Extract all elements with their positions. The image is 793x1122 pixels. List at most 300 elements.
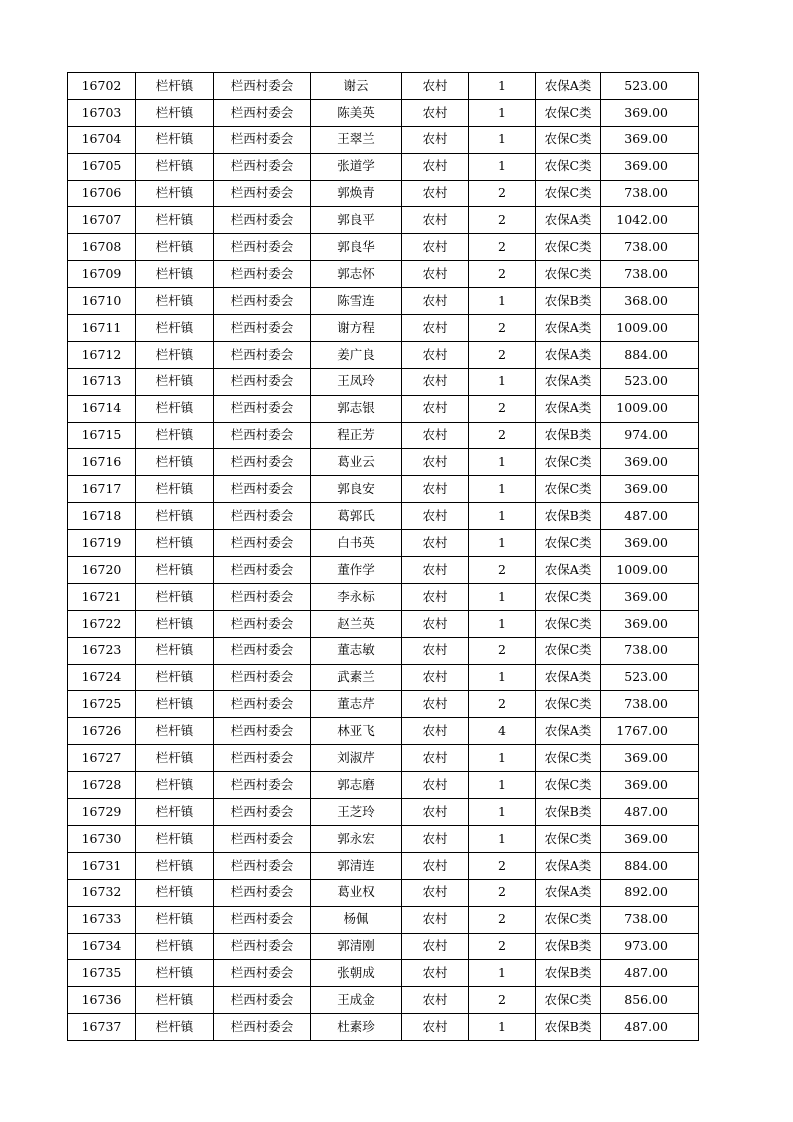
- town-cell: 栏杆镇: [136, 610, 214, 637]
- table-row: [68, 422, 699, 449]
- village-committee-cell: 栏西村委会: [214, 799, 311, 826]
- village-committee-cell: 栏西村委会: [214, 341, 311, 368]
- name-cell: 刘淑芹: [311, 745, 402, 772]
- amount-cell: 973.00: [601, 933, 699, 960]
- record-id-cell: 16706: [68, 180, 136, 207]
- insurance-category-cell: 农保C类: [536, 772, 601, 799]
- record-id-cell: 16711: [68, 315, 136, 342]
- record-id-cell: 16732: [68, 879, 136, 906]
- name-cell: 武素兰: [311, 664, 402, 691]
- village-committee-cell: 栏西村委会: [214, 503, 311, 530]
- town-cell: 栏杆镇: [136, 341, 214, 368]
- village-committee-cell: 栏西村委会: [214, 718, 311, 745]
- table-row: [68, 960, 699, 987]
- village-committee-cell: 栏西村委会: [214, 422, 311, 449]
- insurance-category-cell: 农保C类: [536, 99, 601, 126]
- record-id-cell: 16736: [68, 987, 136, 1014]
- name-cell: 葛业权: [311, 879, 402, 906]
- household-count-cell: 1: [469, 799, 536, 826]
- town-cell: 栏杆镇: [136, 234, 214, 261]
- town-cell: 栏杆镇: [136, 395, 214, 422]
- household-count-cell: 2: [469, 637, 536, 664]
- amount-cell: 487.00: [601, 503, 699, 530]
- record-id-cell: 16724: [68, 664, 136, 691]
- area-type-cell: 农村: [402, 610, 469, 637]
- amount-cell: 368.00: [601, 288, 699, 315]
- household-count-cell: 1: [469, 664, 536, 691]
- town-cell: 栏杆镇: [136, 987, 214, 1014]
- table-row: [68, 261, 699, 288]
- town-cell: 栏杆镇: [136, 799, 214, 826]
- name-cell: 姜广良: [311, 341, 402, 368]
- area-type-cell: 农村: [402, 395, 469, 422]
- table-row: [68, 772, 699, 799]
- record-id-cell: 16702: [68, 73, 136, 100]
- area-type-cell: 农村: [402, 180, 469, 207]
- household-count-cell: 2: [469, 261, 536, 288]
- name-cell: 林亚飞: [311, 718, 402, 745]
- town-cell: 栏杆镇: [136, 745, 214, 772]
- amount-cell: 369.00: [601, 530, 699, 557]
- table-row: [68, 933, 699, 960]
- town-cell: 栏杆镇: [136, 503, 214, 530]
- name-cell: 杜素珍: [311, 1014, 402, 1041]
- insurance-category-cell: 农保C类: [536, 637, 601, 664]
- insurance-category-cell: 农保C类: [536, 906, 601, 933]
- town-cell: 栏杆镇: [136, 960, 214, 987]
- name-cell: 赵兰英: [311, 610, 402, 637]
- town-cell: 栏杆镇: [136, 825, 214, 852]
- area-type-cell: 农村: [402, 960, 469, 987]
- household-count-cell: 1: [469, 772, 536, 799]
- area-type-cell: 农村: [402, 664, 469, 691]
- amount-cell: 369.00: [601, 449, 699, 476]
- table-row: [68, 825, 699, 852]
- amount-cell: 523.00: [601, 73, 699, 100]
- town-cell: 栏杆镇: [136, 906, 214, 933]
- record-id-cell: 16731: [68, 852, 136, 879]
- village-committee-cell: 栏西村委会: [214, 610, 311, 637]
- town-cell: 栏杆镇: [136, 99, 214, 126]
- village-committee-cell: 栏西村委会: [214, 153, 311, 180]
- village-committee-cell: 栏西村委会: [214, 772, 311, 799]
- town-cell: 栏杆镇: [136, 368, 214, 395]
- name-cell: 王成金: [311, 987, 402, 1014]
- record-id-cell: 16710: [68, 288, 136, 315]
- village-committee-cell: 栏西村委会: [214, 960, 311, 987]
- record-id-cell: 16720: [68, 557, 136, 584]
- insurance-category-cell: 农保A类: [536, 718, 601, 745]
- village-committee-cell: 栏西村委会: [214, 691, 311, 718]
- village-committee-cell: 栏西村委会: [214, 368, 311, 395]
- amount-cell: 369.00: [601, 583, 699, 610]
- village-committee-cell: 栏西村委会: [214, 933, 311, 960]
- village-committee-cell: 栏西村委会: [214, 234, 311, 261]
- name-cell: 杨佩: [311, 906, 402, 933]
- household-count-cell: 1: [469, 476, 536, 503]
- table-row: [68, 852, 699, 879]
- household-count-cell: 2: [469, 207, 536, 234]
- household-count-cell: 2: [469, 987, 536, 1014]
- table-row: [68, 126, 699, 153]
- record-id-cell: 16723: [68, 637, 136, 664]
- household-count-cell: 2: [469, 315, 536, 342]
- name-cell: 张道学: [311, 153, 402, 180]
- household-count-cell: 2: [469, 395, 536, 422]
- town-cell: 栏杆镇: [136, 180, 214, 207]
- village-committee-cell: 栏西村委会: [214, 530, 311, 557]
- village-committee-cell: 栏西村委会: [214, 207, 311, 234]
- insurance-category-cell: 农保B类: [536, 799, 601, 826]
- insurance-category-cell: 农保C类: [536, 126, 601, 153]
- area-type-cell: 农村: [402, 799, 469, 826]
- area-type-cell: 农村: [402, 341, 469, 368]
- name-cell: 董志敏: [311, 637, 402, 664]
- amount-cell: 369.00: [601, 126, 699, 153]
- town-cell: 栏杆镇: [136, 449, 214, 476]
- area-type-cell: 农村: [402, 503, 469, 530]
- name-cell: 陈美英: [311, 99, 402, 126]
- name-cell: 王翠兰: [311, 126, 402, 153]
- village-committee-cell: 栏西村委会: [214, 906, 311, 933]
- area-type-cell: 农村: [402, 825, 469, 852]
- record-id-cell: 16705: [68, 153, 136, 180]
- household-count-cell: 1: [469, 825, 536, 852]
- name-cell: 程正芳: [311, 422, 402, 449]
- area-type-cell: 农村: [402, 476, 469, 503]
- town-cell: 栏杆镇: [136, 664, 214, 691]
- name-cell: 郭清连: [311, 852, 402, 879]
- area-type-cell: 农村: [402, 422, 469, 449]
- record-id-cell: 16734: [68, 933, 136, 960]
- records-table: [67, 72, 699, 1041]
- amount-cell: 1009.00: [601, 557, 699, 584]
- name-cell: 白书英: [311, 530, 402, 557]
- amount-cell: 369.00: [601, 772, 699, 799]
- amount-cell: 487.00: [601, 960, 699, 987]
- amount-cell: 523.00: [601, 368, 699, 395]
- name-cell: 李永标: [311, 583, 402, 610]
- insurance-category-cell: 农保A类: [536, 664, 601, 691]
- household-count-cell: 1: [469, 610, 536, 637]
- area-type-cell: 农村: [402, 449, 469, 476]
- area-type-cell: 农村: [402, 637, 469, 664]
- record-id-cell: 16704: [68, 126, 136, 153]
- area-type-cell: 农村: [402, 852, 469, 879]
- town-cell: 栏杆镇: [136, 261, 214, 288]
- insurance-category-cell: 农保C类: [536, 825, 601, 852]
- village-committee-cell: 栏西村委会: [214, 126, 311, 153]
- name-cell: 郭志银: [311, 395, 402, 422]
- amount-cell: 856.00: [601, 987, 699, 1014]
- amount-cell: 1042.00: [601, 207, 699, 234]
- household-count-cell: 2: [469, 341, 536, 368]
- village-committee-cell: 栏西村委会: [214, 395, 311, 422]
- record-id-cell: 16707: [68, 207, 136, 234]
- household-count-cell: 2: [469, 852, 536, 879]
- records-table-body: [68, 73, 699, 1041]
- name-cell: 陈雪连: [311, 288, 402, 315]
- household-count-cell: 1: [469, 583, 536, 610]
- table-row: [68, 879, 699, 906]
- household-count-cell: 2: [469, 234, 536, 261]
- village-committee-cell: 栏西村委会: [214, 637, 311, 664]
- table-row: [68, 745, 699, 772]
- town-cell: 栏杆镇: [136, 73, 214, 100]
- household-count-cell: 1: [469, 368, 536, 395]
- town-cell: 栏杆镇: [136, 530, 214, 557]
- area-type-cell: 农村: [402, 315, 469, 342]
- town-cell: 栏杆镇: [136, 852, 214, 879]
- area-type-cell: 农村: [402, 718, 469, 745]
- household-count-cell: 1: [469, 153, 536, 180]
- amount-cell: 487.00: [601, 1014, 699, 1041]
- area-type-cell: 农村: [402, 691, 469, 718]
- name-cell: 谢云: [311, 73, 402, 100]
- insurance-category-cell: 农保C类: [536, 153, 601, 180]
- household-count-cell: 1: [469, 288, 536, 315]
- table-row: [68, 153, 699, 180]
- record-id-cell: 16727: [68, 745, 136, 772]
- record-id-cell: 16716: [68, 449, 136, 476]
- amount-cell: 1767.00: [601, 718, 699, 745]
- household-count-cell: 4: [469, 718, 536, 745]
- name-cell: 郭良安: [311, 476, 402, 503]
- town-cell: 栏杆镇: [136, 879, 214, 906]
- area-type-cell: 农村: [402, 126, 469, 153]
- area-type-cell: 农村: [402, 583, 469, 610]
- household-count-cell: 1: [469, 530, 536, 557]
- table-row: [68, 368, 699, 395]
- amount-cell: 738.00: [601, 261, 699, 288]
- village-committee-cell: 栏西村委会: [214, 476, 311, 503]
- insurance-category-cell: 农保C类: [536, 261, 601, 288]
- area-type-cell: 农村: [402, 288, 469, 315]
- town-cell: 栏杆镇: [136, 315, 214, 342]
- table-row: [68, 691, 699, 718]
- name-cell: 张朝成: [311, 960, 402, 987]
- insurance-category-cell: 农保C类: [536, 691, 601, 718]
- amount-cell: 738.00: [601, 180, 699, 207]
- village-committee-cell: 栏西村委会: [214, 745, 311, 772]
- table-row: [68, 99, 699, 126]
- name-cell: 郭志怀: [311, 261, 402, 288]
- area-type-cell: 农村: [402, 368, 469, 395]
- record-id-cell: 16721: [68, 583, 136, 610]
- household-count-cell: 2: [469, 691, 536, 718]
- table-row: [68, 476, 699, 503]
- table-row: [68, 234, 699, 261]
- table-row: [68, 288, 699, 315]
- table-row: [68, 987, 699, 1014]
- village-committee-cell: 栏西村委会: [214, 852, 311, 879]
- household-count-cell: 1: [469, 449, 536, 476]
- household-count-cell: 1: [469, 73, 536, 100]
- table-row: [68, 73, 699, 100]
- town-cell: 栏杆镇: [136, 207, 214, 234]
- amount-cell: 738.00: [601, 637, 699, 664]
- record-id-cell: 16714: [68, 395, 136, 422]
- insurance-category-cell: 农保A类: [536, 395, 601, 422]
- insurance-category-cell: 农保C类: [536, 180, 601, 207]
- table-row: [68, 664, 699, 691]
- amount-cell: 1009.00: [601, 395, 699, 422]
- amount-cell: 487.00: [601, 799, 699, 826]
- amount-cell: 738.00: [601, 234, 699, 261]
- area-type-cell: 农村: [402, 530, 469, 557]
- record-id-cell: 16703: [68, 99, 136, 126]
- insurance-category-cell: 农保A类: [536, 73, 601, 100]
- area-type-cell: 农村: [402, 234, 469, 261]
- name-cell: 郭清刚: [311, 933, 402, 960]
- table-row: [68, 718, 699, 745]
- record-id-cell: 16712: [68, 341, 136, 368]
- table-row: [68, 799, 699, 826]
- record-id-cell: 16733: [68, 906, 136, 933]
- amount-cell: 738.00: [601, 906, 699, 933]
- amount-cell: 369.00: [601, 745, 699, 772]
- amount-cell: 369.00: [601, 825, 699, 852]
- insurance-category-cell: 农保C类: [536, 745, 601, 772]
- area-type-cell: 农村: [402, 745, 469, 772]
- insurance-category-cell: 农保A类: [536, 557, 601, 584]
- town-cell: 栏杆镇: [136, 933, 214, 960]
- town-cell: 栏杆镇: [136, 637, 214, 664]
- record-id-cell: 16717: [68, 476, 136, 503]
- record-id-cell: 16726: [68, 718, 136, 745]
- amount-cell: 974.00: [601, 422, 699, 449]
- insurance-category-cell: 农保C类: [536, 987, 601, 1014]
- town-cell: 栏杆镇: [136, 422, 214, 449]
- amount-cell: 892.00: [601, 879, 699, 906]
- insurance-category-cell: 农保C类: [536, 476, 601, 503]
- area-type-cell: 农村: [402, 261, 469, 288]
- record-id-cell: 16722: [68, 610, 136, 637]
- insurance-category-cell: 农保B类: [536, 503, 601, 530]
- household-count-cell: 2: [469, 879, 536, 906]
- amount-cell: 523.00: [601, 664, 699, 691]
- town-cell: 栏杆镇: [136, 583, 214, 610]
- record-id-cell: 16737: [68, 1014, 136, 1041]
- record-id-cell: 16709: [68, 261, 136, 288]
- household-count-cell: 1: [469, 99, 536, 126]
- table-row: [68, 530, 699, 557]
- insurance-category-cell: 农保C类: [536, 449, 601, 476]
- village-committee-cell: 栏西村委会: [214, 825, 311, 852]
- record-id-cell: 16713: [68, 368, 136, 395]
- insurance-category-cell: 农保B类: [536, 1014, 601, 1041]
- town-cell: 栏杆镇: [136, 1014, 214, 1041]
- record-id-cell: 16729: [68, 799, 136, 826]
- name-cell: 郭永宏: [311, 825, 402, 852]
- household-count-cell: 1: [469, 745, 536, 772]
- household-count-cell: 1: [469, 126, 536, 153]
- name-cell: 董作学: [311, 557, 402, 584]
- record-id-cell: 16719: [68, 530, 136, 557]
- amount-cell: 369.00: [601, 610, 699, 637]
- table-row: [68, 449, 699, 476]
- insurance-category-cell: 农保A类: [536, 207, 601, 234]
- household-count-cell: 1: [469, 503, 536, 530]
- village-committee-cell: 栏西村委会: [214, 1014, 311, 1041]
- household-count-cell: 2: [469, 422, 536, 449]
- table-row: [68, 557, 699, 584]
- amount-cell: 884.00: [601, 341, 699, 368]
- town-cell: 栏杆镇: [136, 153, 214, 180]
- record-id-cell: 16718: [68, 503, 136, 530]
- area-type-cell: 农村: [402, 879, 469, 906]
- name-cell: 王芝玲: [311, 799, 402, 826]
- table-row: [68, 906, 699, 933]
- table-row: [68, 180, 699, 207]
- name-cell: 郭志磨: [311, 772, 402, 799]
- insurance-category-cell: 农保A类: [536, 879, 601, 906]
- insurance-category-cell: 农保C类: [536, 234, 601, 261]
- town-cell: 栏杆镇: [136, 718, 214, 745]
- insurance-category-cell: 农保B类: [536, 933, 601, 960]
- insurance-category-cell: 农保C类: [536, 583, 601, 610]
- amount-cell: 884.00: [601, 852, 699, 879]
- village-committee-cell: 栏西村委会: [214, 288, 311, 315]
- amount-cell: 1009.00: [601, 315, 699, 342]
- area-type-cell: 农村: [402, 987, 469, 1014]
- area-type-cell: 农村: [402, 73, 469, 100]
- town-cell: 栏杆镇: [136, 288, 214, 315]
- household-count-cell: 2: [469, 933, 536, 960]
- town-cell: 栏杆镇: [136, 772, 214, 799]
- household-count-cell: 2: [469, 557, 536, 584]
- name-cell: 郭良华: [311, 234, 402, 261]
- name-cell: 葛业云: [311, 449, 402, 476]
- insurance-category-cell: 农保C类: [536, 530, 601, 557]
- village-committee-cell: 栏西村委会: [214, 987, 311, 1014]
- area-type-cell: 农村: [402, 933, 469, 960]
- insurance-category-cell: 农保A类: [536, 341, 601, 368]
- village-committee-cell: 栏西村委会: [214, 583, 311, 610]
- table-row: [68, 207, 699, 234]
- amount-cell: 369.00: [601, 153, 699, 180]
- name-cell: 葛郭氏: [311, 503, 402, 530]
- amount-cell: 369.00: [601, 99, 699, 126]
- village-committee-cell: 栏西村委会: [214, 99, 311, 126]
- insurance-category-cell: 农保A类: [536, 852, 601, 879]
- name-cell: 郭良平: [311, 207, 402, 234]
- town-cell: 栏杆镇: [136, 126, 214, 153]
- record-id-cell: 16725: [68, 691, 136, 718]
- household-count-cell: 2: [469, 180, 536, 207]
- village-committee-cell: 栏西村委会: [214, 315, 311, 342]
- area-type-cell: 农村: [402, 99, 469, 126]
- village-committee-cell: 栏西村委会: [214, 261, 311, 288]
- amount-cell: 369.00: [601, 476, 699, 503]
- household-count-cell: 2: [469, 906, 536, 933]
- name-cell: 王凤玲: [311, 368, 402, 395]
- name-cell: 董志芹: [311, 691, 402, 718]
- village-committee-cell: 栏西村委会: [214, 180, 311, 207]
- area-type-cell: 农村: [402, 207, 469, 234]
- table-row: [68, 395, 699, 422]
- village-committee-cell: 栏西村委会: [214, 879, 311, 906]
- village-committee-cell: 栏西村委会: [214, 664, 311, 691]
- insurance-category-cell: 农保B类: [536, 960, 601, 987]
- table-row: [68, 315, 699, 342]
- insurance-category-cell: 农保B类: [536, 288, 601, 315]
- insurance-category-cell: 农保B类: [536, 422, 601, 449]
- table-row: [68, 637, 699, 664]
- table-row: [68, 1014, 699, 1041]
- record-id-cell: 16715: [68, 422, 136, 449]
- record-id-cell: 16708: [68, 234, 136, 261]
